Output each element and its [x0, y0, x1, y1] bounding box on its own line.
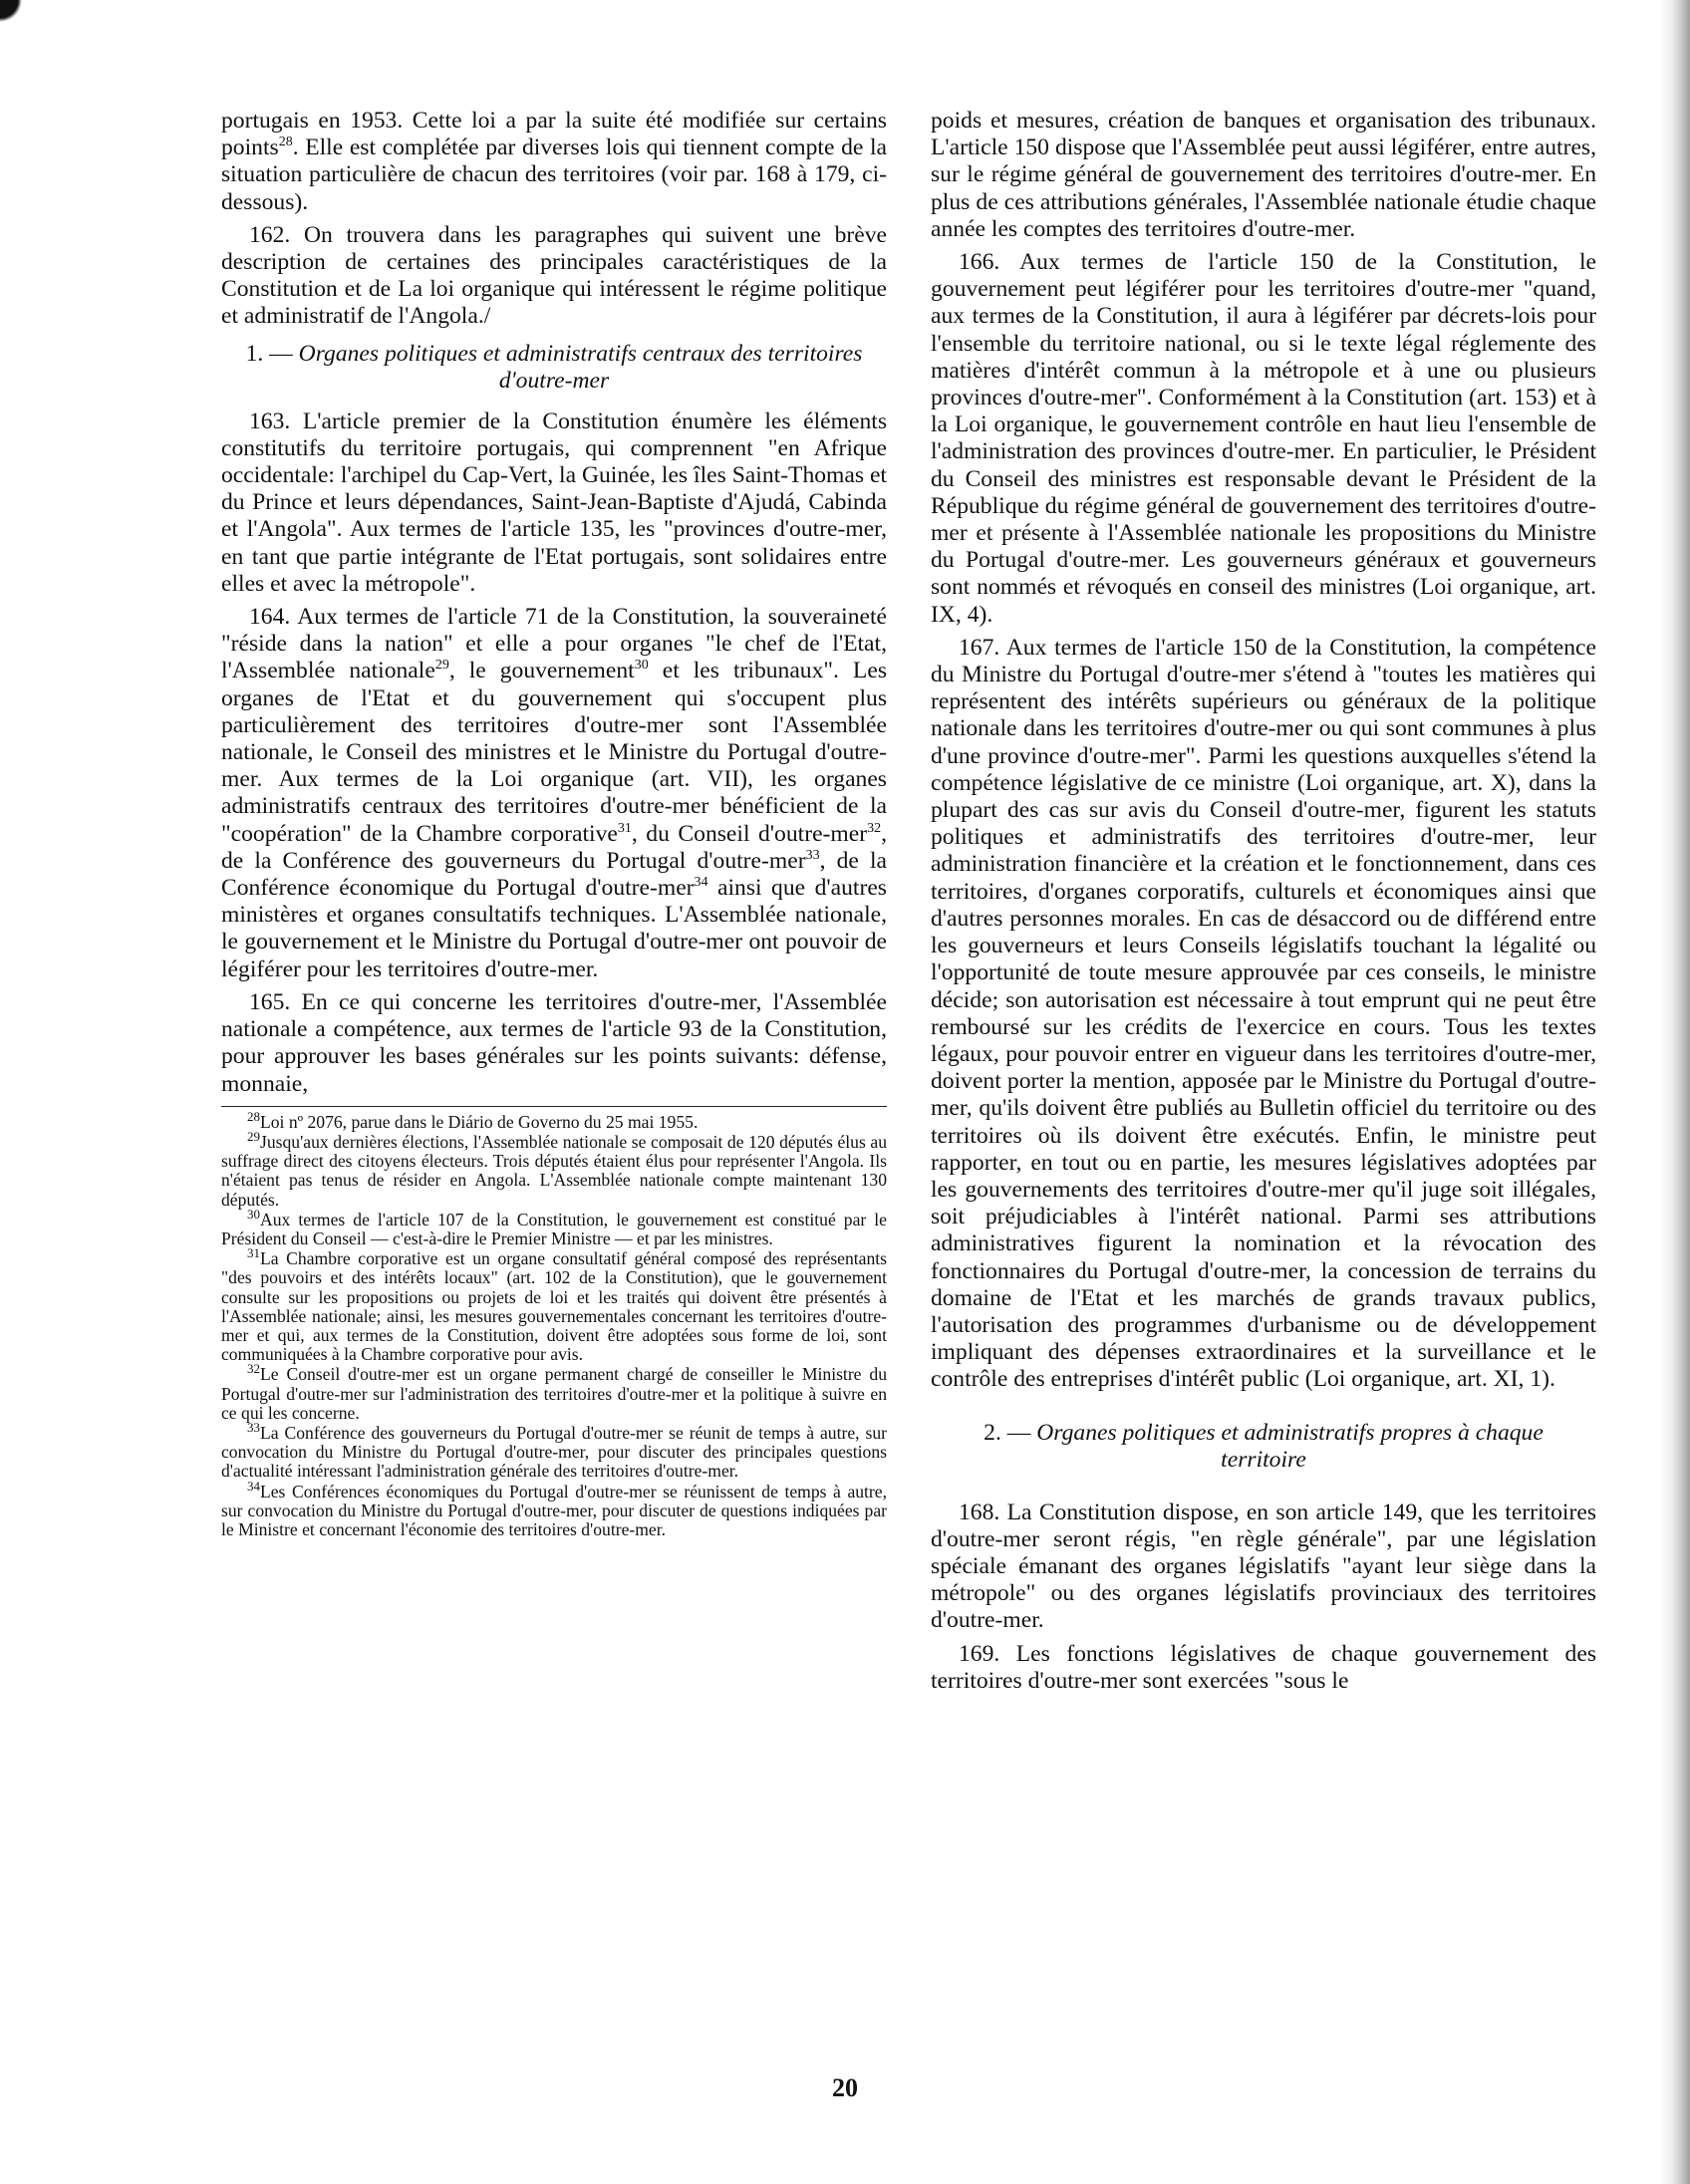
right-column	[931, 108, 1596, 1701]
footnote-32: $^{32}$Le Conseil d'outre-mer est un organe permanent chargé de conseiller le Ministre du Portugal d'outre-mer sur l'administration des territoires d'outre-mer et la politique à suivre en ce qui les concerne.	[221, 1361, 887, 1423]
paragraph-167: 167. Aux termes de l'article 150 de la Constitution, la compétence du Ministre du Portugal d'outre-mer s'étend à "toutes les matières qui représentent des intérêts supérieurs ou généraux de la politique nationale dans les territoires d'outre-mer ou qui sont communes à plus d'une province d'outre-mer". Parmi les questions auxquelles s'étend la compétence législative de ce ministre (Loi organique, art. X), dans la plupart des cas sur avis du Conseil d'outre-mer, figurent les statuts politiques et administratifs des territoires d'outre-mer, leur administration financière et la création et le fonctionnement, dans ces territoires, d'organes corporatifs, culturels et économiques ainsi que d'autres personnes morales. En cas de désaccord ou de différend entre les gouverneurs et leurs Conseils législatifs touchant la légalité ou l'opportunité de toute mesure approuvée par ces conseils, le ministre décide; son autorisation est nécessaire à tout emprunt qui ne peut être remboursé sur les crédits de l'exercice en cours. Tous les textes légaux, pour pouvoir entrer en vigueur dans les territoires d'outre-mer, doivent porter la mention, apposée par le Ministre du Portugal d'outre-mer, qu'ils doivent être publiés au Bulletin officiel du territoire ou des territoires où ils doivent être exécutés. Enfin, le ministre peut rapporter, en tout ou en partie, les mesures législatives adoptées par les gouvernements des territoires d'outre-mer qu'il juge soit illégales, soit préjudiciables à l'intérêt national. Parmi ses attributions administratives figurent la nomination et la révocation des fonctionnaires du Portugal d'outre-mer, la concession de terrains du domaine de l'Etat et les marchés de grands travaux publics, l'autorisation des programmes d'urbanisme ou de développement impliquant des dépenses extraordinaires et la surveillance et le contrôle des entreprises d'intérêt public (Loi organique, art. XI, 1).	[931, 634, 1596, 1393]
footnote-ref-28: 28	[278, 135, 293, 150]
footnote-divider	[221, 1106, 887, 1107]
footnote-ref-32: 32	[867, 820, 882, 836]
footnote-31: $^{31}$La Chambre corporative est un organe consultatif général composé des représentants "des pouvoirs et des intérêts locaux" (art. 102 de la Constitution), que le gouvernement consulte sur les propositions ou projets de loi et les traités qui doivent être présentés à l'Assemblée nationale; ainsi, les mesures gouvernementales concernant les territoires d'outre-mer et qui, aux termes de la Constitution, doivent être adoptées sous forme de loi, sont communiquées à la Chambre corporative pour avis.	[221, 1245, 887, 1365]
paragraph-164: 164. Aux termes de l'article 71 de la Constitution, la souveraineté "réside dans la nation" et elle a pour organes "le chef de l'Etat, l'Assemblée nationale$^{29}$, le gouvernement$^{30}$ et les tribunaux". Les organes de l'Etat et du gouvernement qui s'occupent plus particulièrement des territoires d'outre-mer sont l'Assemblée nationale, le Conseil des ministres et le Ministre du Portugal d'outre-mer. Aux termes de la Loi organique (art. VII), les organes administratifs centraux des territoires d'outre-mer bénéficient de la "coopération" de la Chambre corporative$^{31}$, du Conseil d'outre-mer$^{32}$, de la Conférence des gouverneurs du Portugal d'outre-mer$^{33}$, de la Conférence économique du Portugal d'outre-mer$^{34}$ ainsi que d'autres ministères et organes consultatifs techniques. L'Assemblée nationale, le gouvernement et le Ministre du Portugal d'outre-mer ont pouvoir de légiférer pour les territoires d'outre-mer.	[221, 604, 887, 982]
footnote-28: $^{28}$Loi nº 2076, parue dans le Diário de Governo du 25 mai 1955.	[247, 1108, 699, 1132]
scan-edge-shadow	[1660, 0, 1690, 2184]
footnote-30: $^{30}$Aux termes de l'article 107 de la Constitution, le gouvernement est constitué par le Président du Conseil — c'est-à-dire le Premier Ministre — et par les ministres.	[221, 1206, 887, 1248]
footnote-ref-33: 33	[805, 848, 820, 864]
paragraph-163: 163. L'article premier de la Constitution énumère les éléments constitutifs du territoire portugais, qui comprennent "en Afrique occidentale: l'archipel du Cap-Vert, la Guinée, les îles Saint-Thomas et du Prince et leurs dépendances, Saint-Jean-Baptiste d'Ajudá, Cabinda et l'Angola". Aux termes de l'article 135, les "provinces d'outre-mer, en tant que partie intégrante de l'Etat portugais, sont solidaires entre elles et avec la métropole".	[221, 408, 887, 597]
paragraph-165-continued: poids et mesures, création de banques et organisation des tribunaux. L'article 150 dispose que l'Assemblée peut aussi légiférer, entre autres, sur le régime général de gouvernement des territoires d'outre-mer. En plus de ces attributions générales, l'Assemblée nationale étudie chaque année les comptes des territoires d'outre-mer.	[931, 108, 1596, 242]
footnotes	[221, 1108, 887, 1539]
left-column	[221, 108, 887, 1540]
footnote-ref-29: 29	[434, 658, 449, 674]
paragraph-169: 169. Les fonctions législatives de chaque gouvernement des territoires d'outre-mer sont exercées "sous le	[931, 1640, 1596, 1694]
section-heading-2: 2. — Organes politiques et administratifs propres à chaque territoire	[984, 1419, 1544, 1473]
paragraph-166: 166. Aux termes de l'article 150 de la Constitution, le gouvernement peut légiférer pour les territoires d'outre-mer "quand, aux termes de la Constitution, il aura à légiférer par décrets-lois pour l'ensemble du territoire national, ou si le texte légal réglemente des matières d'intérêt commun à la métropole et à une ou plusieurs provinces d'outre-mer". Conformément à la Constitution (art. 153) et à la Loi organique, le gouvernement contrôle en haut lieu l'ensemble de l'administration des provinces d'outre-mer. En particulier, le Président du Conseil des ministres est responsable devant le Président de la République du régime général de gouvernement des territoires d'outre-mer et présente à l'Assemblée nationale les propositions du Ministre du Portugal d'outre-mer. Les gouverneurs généraux et gouverneurs sont nommés et révoqués en conseil des ministres (Loi organique, art. IX, 4).	[931, 249, 1596, 628]
footnote-ref-30: 30	[634, 658, 649, 674]
section-heading-1: 1. — Organes politiques et administratifs centraux des territoires d'outre-mer	[245, 340, 863, 394]
footnote-29: $^{29}$Jusqu'aux dernières élections, l'Assemblée nationale se composait de 120 députés élus au suffrage direct des citoyens électeurs. Trois députés étaient élus pour représenter l'Angola. Ils n'étaient pas tenus de résider en Angola. L'Assemblée nationale compte maintenant 130 députés.	[221, 1129, 887, 1210]
footnote-34: $^{34}$Les Conférences économiques du Portugal d'outre-mer se réunissent de temps à autre, sur convocation du Ministre du Portugal d'outre-mer, pour discuter de questions indiquées par le Ministre et concernant l'économie des territoires d'outre-mer.	[221, 1478, 887, 1539]
page-number: 20	[832, 2073, 858, 2102]
paragraph-162: 162. On trouvera dans les paragraphes qui suivent une brève description de certaines des principales caractéristiques de la Constitution et de La loi organique qui intéressent le régime politique et administratif de l'Angola./	[221, 221, 887, 330]
paragraph-168: 168. La Constitution dispose, en son article 149, que les territoires d'outre-mer seront régis, "en règle générale", par une législation spéciale émanant des organes législatifs "ayant leur siège dans la métropole" ou des organes législatifs provinciaux des territoires d'outre-mer.	[931, 1499, 1596, 1634]
paragraph-165: 165. En ce qui concerne les territoires d'outre-mer, l'Assemblée nationale a compétence, aux termes de l'article 93 de la Constitution, pour approuver les bases générales sur les points suivants: défense, monnaie,	[221, 988, 887, 1097]
footnote-33: $^{33}$La Conférence des gouverneurs du Portugal d'outre-mer se réunit de temps à autre, sur convocation du Ministre du Portugal d'outre-mer, pour discuter des principales questions d'actualité intéressant l'administration générale des territoires d'outre-mer.	[221, 1420, 887, 1482]
footnote-ref-34: 34	[694, 875, 708, 891]
scan-corner-mark	[0, 0, 40, 40]
footnote-ref-31: 31	[617, 820, 632, 836]
paragraph-161-continued: portugais en 1953. Cette loi a par la suite été modifiée sur certains points$^{28}$. Elle est complétée par diverses lois qui tiennent compte de la situation particulière de chacun des territoires (voir par. 168 à 179, ci-dessous).	[221, 108, 887, 215]
